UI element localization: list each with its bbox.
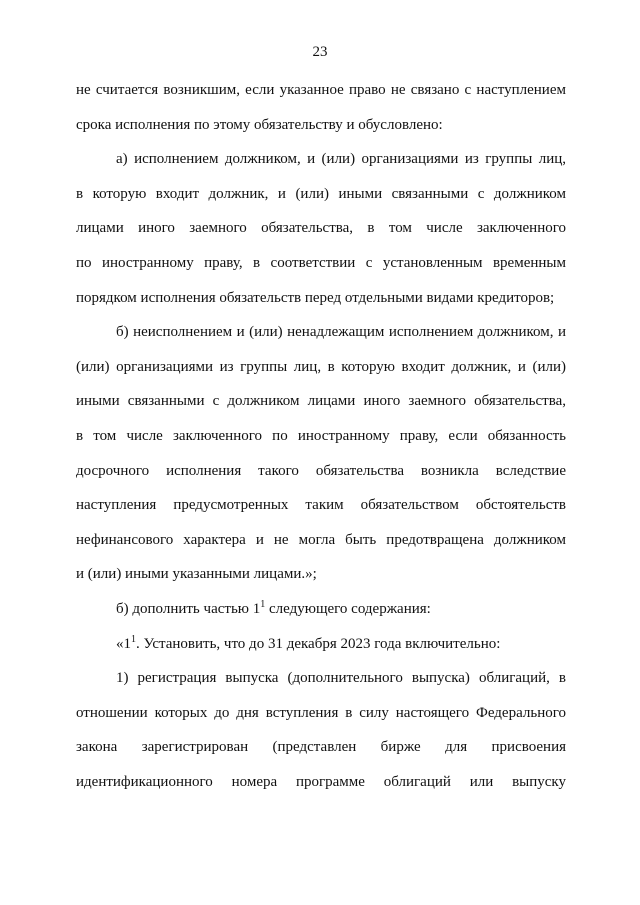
- text-line: идентификационного номера программе облигаций или выпуску: [76, 773, 566, 790]
- text-line: в том числе заключенного по иностранному праву, если обязанность: [76, 427, 566, 444]
- text-line: и (или) иными указанными лицами.»;: [76, 566, 317, 583]
- text-line: [76, 592, 566, 627]
- text-line: иными связанными с должником лицами иного заемного обязательства,: [76, 393, 566, 410]
- document-body: [76, 73, 566, 799]
- text-line: не считается возникшим, если указанное право не связано с наступлением: [76, 82, 566, 98]
- text-segment: следующего содержания:: [265, 600, 431, 617]
- text-segment: б) дополнить частью 1: [116, 600, 261, 617]
- text-line: закона зарегистрирован (представлен бирже для присвоения: [76, 739, 566, 756]
- text-line: по иностранному праву, в соответствии с установленным временным: [76, 254, 566, 271]
- text-line: отношении которых до дня вступления в силу настоящего Федерального: [76, 704, 566, 721]
- text-line: [76, 627, 566, 662]
- text-line: наступления предусмотренных таким обязательством обстоятельств: [76, 497, 566, 514]
- text-segment: «1: [116, 635, 131, 652]
- text-line: в которую входит должник, и (или) иными связанными с должником: [76, 185, 566, 202]
- text-line: досрочного исполнения такого обязательства возникла вследствие: [76, 462, 566, 479]
- text-line: порядком исполнения обязательств перед отдельными видами кредиторов;: [76, 289, 555, 306]
- superscript: 1: [260, 598, 266, 610]
- text-line: 1) регистрация выпуска (дополнительного выпуска) облигаций, в: [116, 670, 566, 687]
- text-segment: . Установить, что до 31 декабря 2023 года включительно:: [136, 635, 501, 652]
- text-line: б) неисполнением и (или) ненадлежащим исполнением должником, и: [116, 324, 566, 341]
- text-line: срока исполнения по этому обязательству и обусловлено:: [76, 116, 443, 133]
- text-line: лицами иного заемного обязательства, в том числе заключенного: [76, 220, 566, 237]
- text-line: нефинансового характера и не могла быть предотвращена должником: [76, 531, 566, 548]
- superscript: 1: [131, 633, 136, 645]
- text-line: (или) организациями из группы лиц, в которую входит должник, и (или): [76, 358, 566, 375]
- page-number: 23: [312, 44, 328, 60]
- text-line: а) исполнением должником, и (или) организациями из группы лиц,: [116, 151, 566, 168]
